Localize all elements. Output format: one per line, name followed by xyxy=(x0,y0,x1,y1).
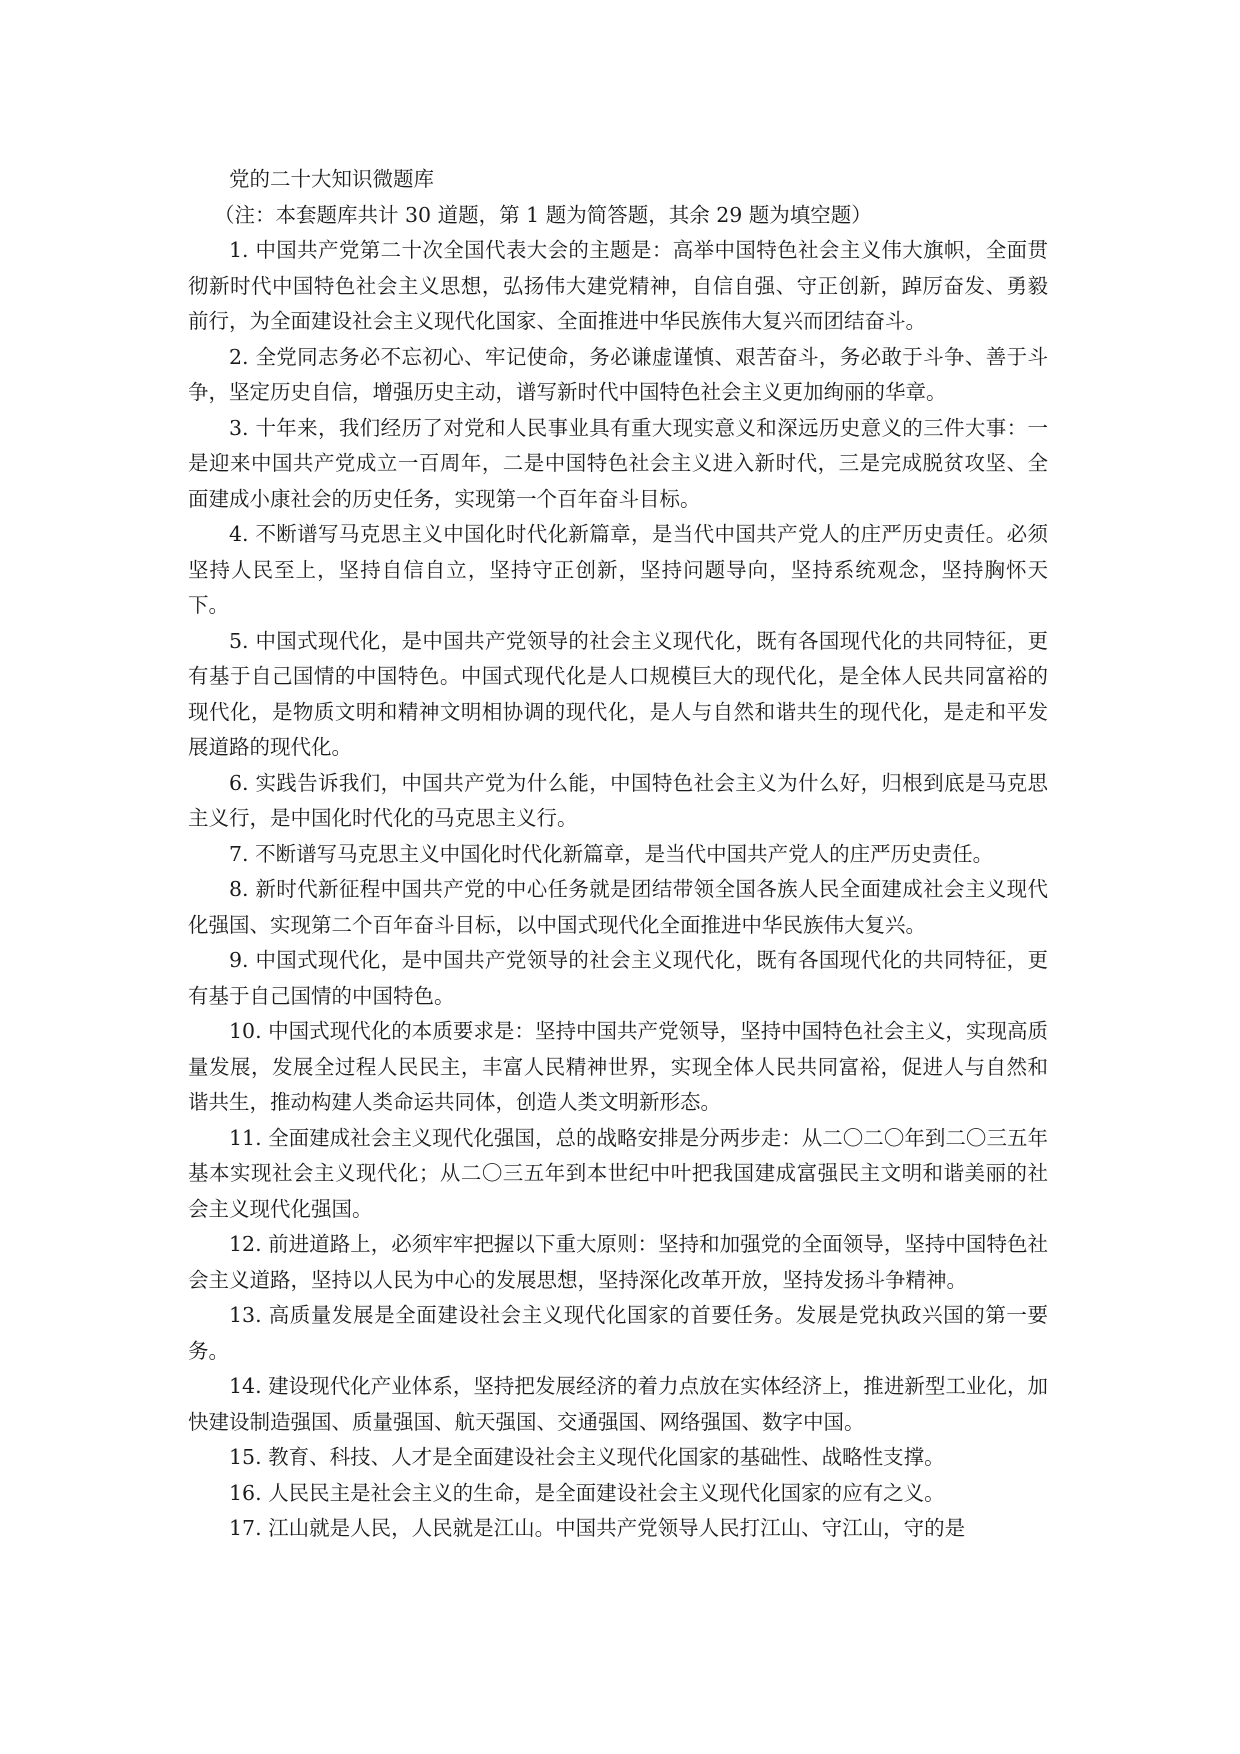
question-item: 9. 中国式现代化，是中国共产党领导的社会主义现代化，既有各国现代化的共同特征，更有基于自己国情的中国特色。 xyxy=(188,948,1048,1008)
question-item: 8. 新时代新征程中国共产党的中心任务就是团结带领全国各族人民全面建成社会主义现代化强国、实现第二个百年奋斗目标，以中国式现代化全面推进中华民族伟大复兴。 xyxy=(188,877,1048,937)
question-item: 16. 人民民主是社会主义的生命，是全面建设社会主义现代化国家的应有之义。 xyxy=(229,1480,945,1505)
question-item: 5. 中国式现代化，是中国共产党领导的社会主义现代化，既有各国现代化的共同特征，更有基于自己国情的中国特色。中国式现代化是人口规模巨大的现代化，是全体人民共同富裕的现代化，是物质文明和精神文明相协调的现代化，是人与自然和谐共生的现代化，是走和平发展道路的现代化。 xyxy=(188,628,1048,759)
question-item: 4. 不断谱写马克思主义中国化时代化新篇章，是当代中国共产党人的庄严历史责任。必须坚持人民至上，坚持自信自立，坚持守正创新，坚持问题导向，坚持系统观念，坚持胸怀天下。 xyxy=(188,522,1048,617)
question-item: 12. 前进道路上，必须牢牢把握以下重大原则：坚持和加强党的全面领导，坚持中国特色社会主义道路，坚持以人民为中心的发展思想，坚持深化改革开放，坚持发扬斗争精神。 xyxy=(188,1232,1048,1292)
document-note: （注：本套题库共计 30 道题，第 1 题为简答题，其余 29 题为填空题） xyxy=(214,202,872,227)
document-title: 党的二十大知识微题库 xyxy=(229,167,434,191)
question-item: 1. 中国共产党第二十次全国代表大会的主题是：高举中国特色社会主义伟大旗帜，全面贯彻新时代中国特色社会主义思想，弘扬伟大建党精神，自信自强、守正创新，踔厉奋发、勇毅前行，为全面建设社会主义现代化国家、全面推进中华民族伟大复兴而团结奋斗。 xyxy=(188,238,1048,333)
question-item: 13. 高质量发展是全面建设社会主义现代化国家的首要任务。发展是党执政兴国的第一要务。 xyxy=(188,1303,1048,1363)
question-item: 7. 不断谱写马克思主义中国化时代化新篇章，是当代中国共产党人的庄严历史责任。 xyxy=(229,841,994,866)
question-item: 3. 十年来，我们经历了对党和人民事业具有重大现实意义和深远历史意义的三件大事：一是迎来中国共产党成立一百周年，二是中国特色社会主义进入新时代，三是完成脱贫攻坚、全面建成小康社会的历史任务，实现第一个百年奋斗目标。 xyxy=(188,415,1048,511)
question-item: 11. 全面建成社会主义现代化强国，总的战略安排是分两步走：从二〇二〇年到二〇三五年基本实现社会主义现代化；从二〇三五年到本世纪中叶把我国建成富强民主文明和谐美丽的社会主义现代化强国。 xyxy=(188,1125,1048,1221)
document-page xyxy=(188,162,1048,1547)
question-item: 15. 教育、科技、人才是全面建设社会主义现代化国家的基础性、战略性支撑。 xyxy=(229,1445,945,1469)
question-item: 2. 全党同志务必不忘初心、牢记使命，务必谦虚谨慎、艰苦奋斗，务必敢于斗争、善于斗争，坚定历史自信，增强历史主动，谱写新时代中国特色社会主义更加绚丽的华章。 xyxy=(188,344,1048,404)
question-item: 14. 建设现代化产业体系，坚持把发展经济的着力点放在实体经济上，推进新型工业化，加快建设制造强国、质量强国、航天强国、交通强国、网络强国、数字中国。 xyxy=(188,1374,1048,1434)
question-item: 6. 实践告诉我们，中国共产党为什么能，中国特色社会主义为什么好，归根到底是马克思主义行，是中国化时代化的马克思主义行。 xyxy=(188,770,1048,830)
question-item: 10. 中国式现代化的本质要求是：坚持中国共产党领导，坚持中国特色社会主义，实现高质量发展，发展全过程人民民主，丰富人民精神世界，实现全体人民共同富裕，促进人与自然和谐共生，推动构建人类命运共同体，创造人类文明新形态。 xyxy=(188,1019,1048,1114)
question-item: 17. 江山就是人民，人民就是江山。中国共产党领导人民打江山、守江山，守的是 xyxy=(229,1516,966,1540)
